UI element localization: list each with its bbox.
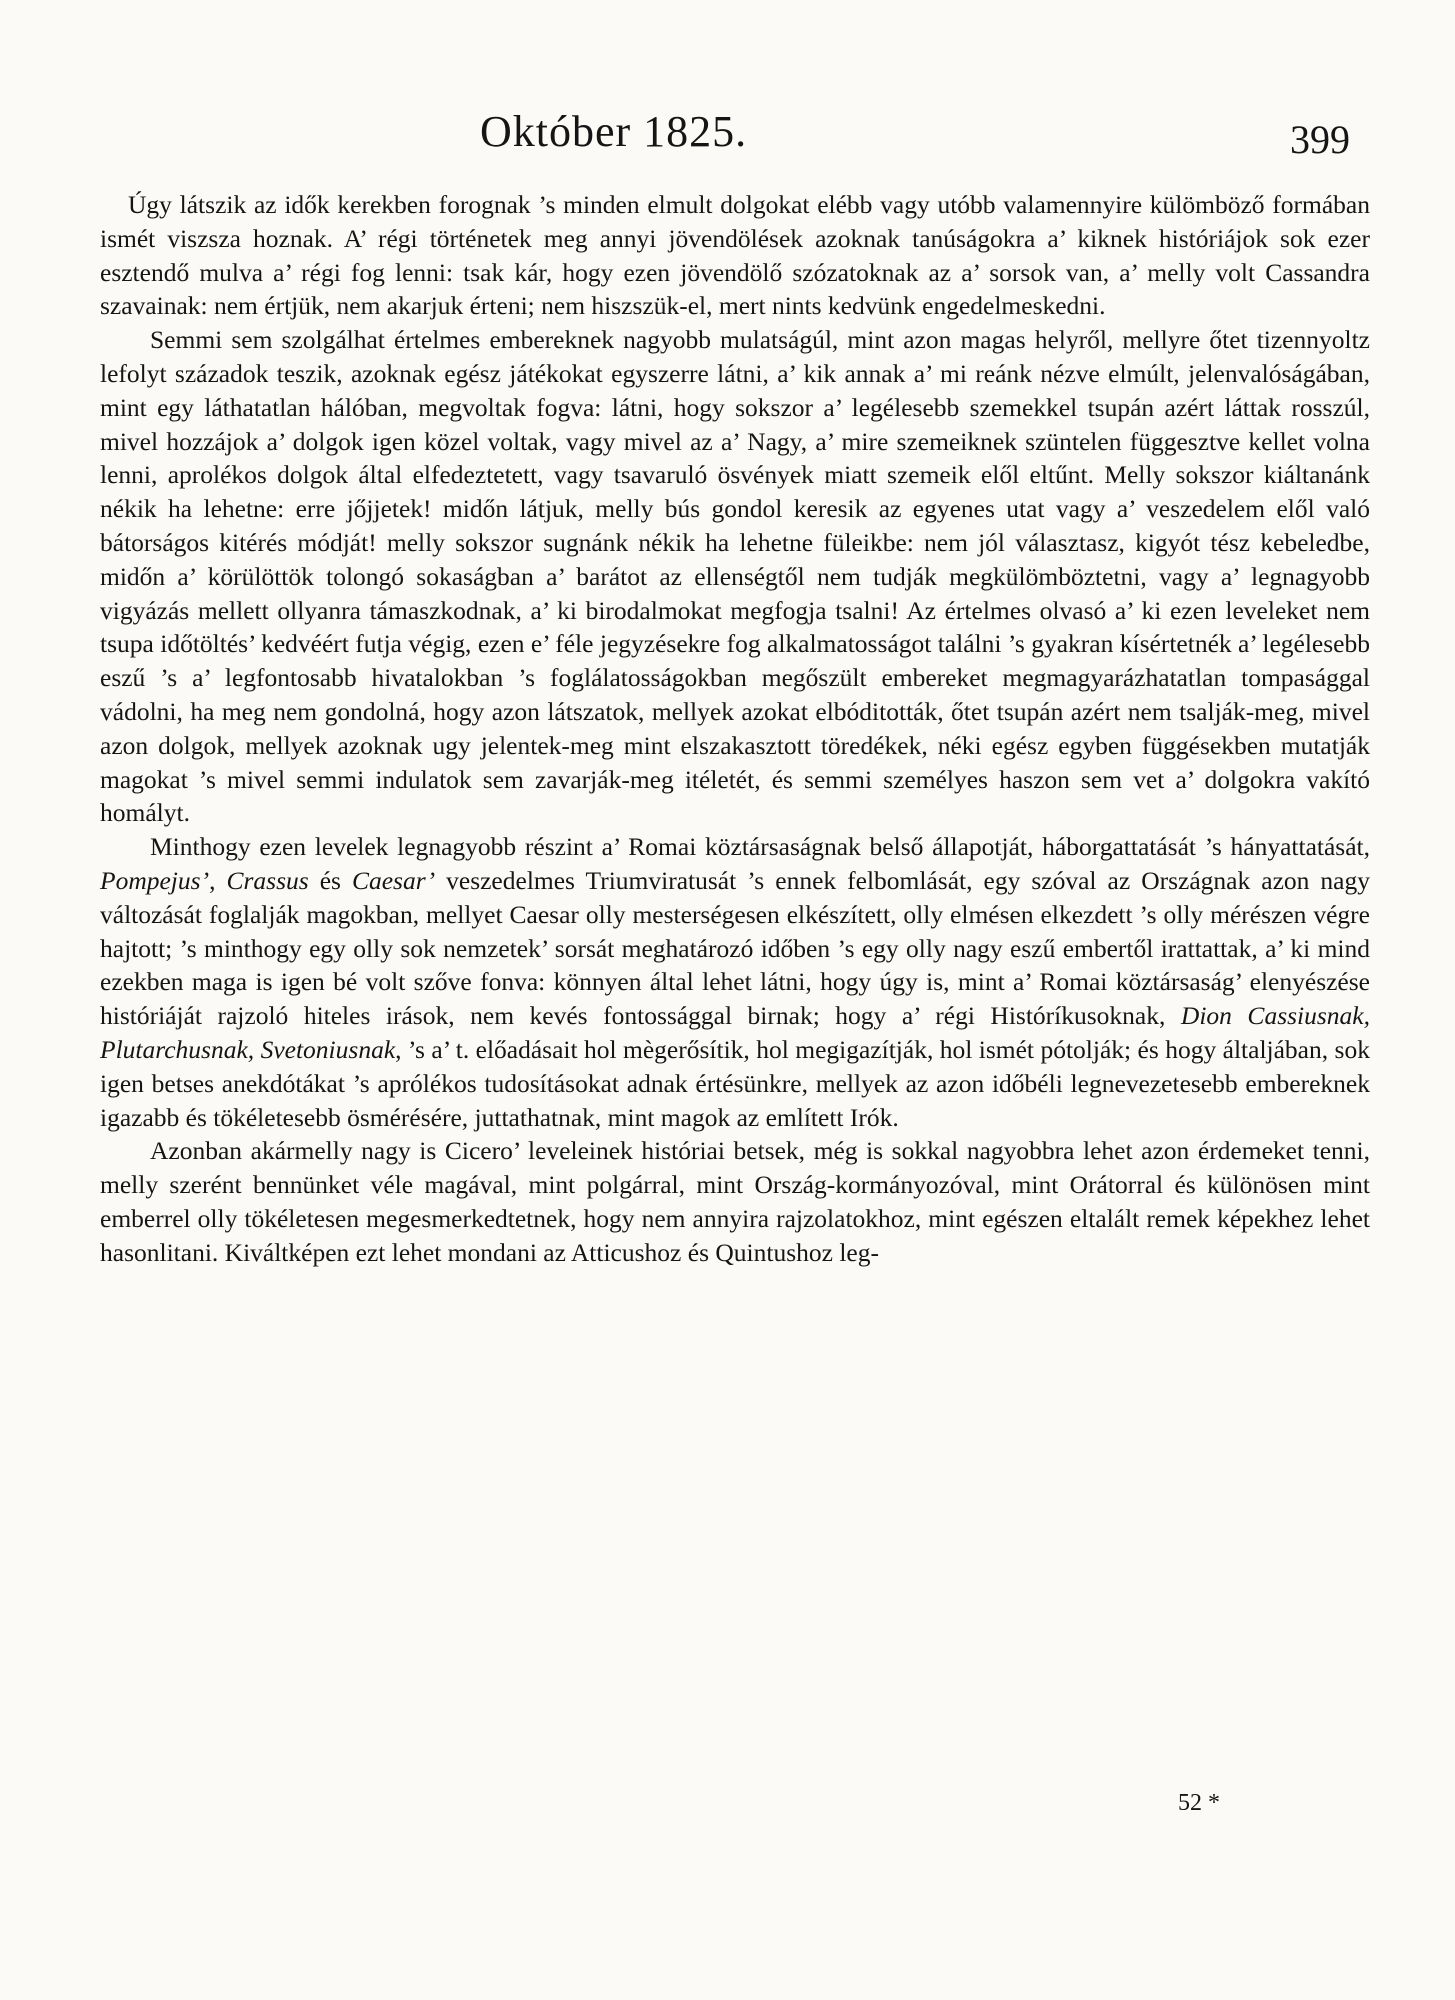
paragraph-3: [100, 830, 1370, 1134]
page-number: 399: [1290, 117, 1350, 162]
paragraph-3-text-a: Minthogy ezen levelek legnagyobb részint a’ Romai köztársaságnak belső állapotját, háborgattatását ’s hányattatását,: [150, 832, 1370, 862]
paragraph-3-sep-2: és: [308, 865, 352, 895]
paragraph-2: Semmi sem szolgálhat értelmes embereknek nagyobb mulatságúl, mint azon magas helyről, mellyre őtet tizennyoltz lefolyt századok teszik, azoknak egész játékokat egyszerre látni, a’ kik annak a’ mi reánk nézve elmúlt, jelenvalóságában, mint egy láthatatlan hálóban, megvoltak fogva: látni, hogy sokszor a’ legélesebb szemekkel tsupán azért láttak rosszúl, mivel hozzájok a’ dolgok igen közel voltak, vagy mivel az a’ Nagy, a’ mire szemeiknek szüntelen függesztve kellet volna lenni, aprolékos dolgok által elfedeztetett, vagy tsavaruló ösvények miatt szemeik elől eltűnt. Melly sokszor kiáltanánk nékik ha lehetne: erre jőjjetek! midőn látjuk, melly bús gondol keresik az egyenes utat vagy a’ veszedelem elől való bátorságos kitérés módját! melly sokszor sugnánk nékik ha lehetne füleikbe: nem jól választasz, kigyót tész kebeledbe, midőn a’ körülöttök tolongó sokaságban a’ barátot az ellenségtől nem tudják megkülömböztetni, vagy a’ legnagyobb vigyázás mellett ollyanra támaszkodnak, a’ ki birodalmokat megfogja tsalni! Az értelmes olvasó a’ ki ezen leveleket nem tsupa időtöltés’ kedvéért futja végig, ezen e’ féle jegyzésekre fog alkalmatosságot találni ’s gyakran kísértetnék a’ legélesebb eszű ’s a’ legfontosabb hivatalokban ’s foglálatosságokban megőszült embereket megmagyarázhatatlan tompasággal vádolni, ha meg nem gondolná, hogy azon látszatok, mellyek azokat elbóditották, őtet tsupán azért nem tsalják-meg, mivel azon dolgok, mellyek azoknak ugy jelentek-meg mint elszakasztott töredékek, néki egész egyben függésekben mutatják magokat ’s mivel semmi indulatok sem zavarják-meg itéletét, és semmi személyes haszon sem vet a’ dolgokra vakító homályt.: [100, 325, 1370, 828]
names-historians: Dion Cassiusnak, Plutarchusnak, Svetoniusnak: [100, 1001, 1370, 1064]
page-body: [100, 188, 1370, 1270]
paragraph-3-text-b: veszedelmes Triumviratusát ’s ennek felbomlását, egy szóval az Országnak azon nagy változását foglalják magokban, mellyet Caesar olly mesterségesen elkészített, olly elmésen elkezdett ’s olly mérészen végre hajtott; ’s minthogy egy olly sok nemzetek’ sorsát meghatározó időben ’s egy olly nagy eszű embertől irattattak, a’ ki mind ezekben maga is igen bé volt szőve fonva: könnyen által lehet látni, hogy úgy is, mint a’ Romai köztársaság’ elenyészése históriáját rajzoló hiteles irások, nem kevés fontossággal birnak; hogy a’ régi Históríkusoknak,: [100, 865, 1370, 1031]
paragraph-3-text-c: , ’s a’ t. előadásait hol mègerősítik, hol megigazítják, hol ismét pótolják; és hogy általjában, sok igen betses anekdótákat ’s aprólékos tudosításokat adnak értésünkre, mellyek az azon időbéli legnevezetesebb embereknek igazabb és tökéletesebb ösmérésére, juttathatnak, mint magok az említett Irók.: [100, 1034, 1370, 1132]
paragraph-4: Azonban akármelly nagy is Cicero’ leveleinek históriai betsek, még is sokkal nagyobbra lehet azon érdemeket tenni, melly szerént bennünket véle magával, mint polgárral, mint Ország-kormányozóval, mint Orátorral és különösen mint emberrel olly tökéletesen megesmerkedtetnek, hogy nem annyira rajzolatokhoz, mint egészen eltalált remek képekhez lehet hasonlitani. Kiváltképen ezt lehet mondani az Atticushoz és Quintushoz leg-: [100, 1136, 1370, 1267]
name-pompejus: Pompejus’: [100, 865, 210, 895]
name-caesar: Caesar’: [351, 865, 436, 895]
document-page: [100, 100, 1370, 1960]
name-crassus: Crassus: [226, 865, 309, 895]
paragraph-1: Úgy látszik az idők kerekben forognak ’s minden elmult dolgokat elébb vagy utóbb valamennyire külömböző formában ismét viszsza hoznak. A’ régi történetek meg annyi jövendölések azoknak tanúságokra a’ kiknek históriájok sok ezer esztendő mulva a’ régi fog lenni: tsak kár, hogy ezen jövendölő szózatoknak az a’ sorsok van, a’ melly volt Cassandra szavainak: nem értjük, nem akarjuk érteni; nem hiszszük-el, mert nints kedvünk engedelmeskedni.: [100, 190, 1370, 321]
printer-signature-mark: 52 *: [1178, 1790, 1220, 1816]
paragraph-3-sep-1: ,: [209, 865, 227, 895]
running-title: Október 1825.: [480, 107, 748, 156]
page-header: [100, 100, 1370, 180]
